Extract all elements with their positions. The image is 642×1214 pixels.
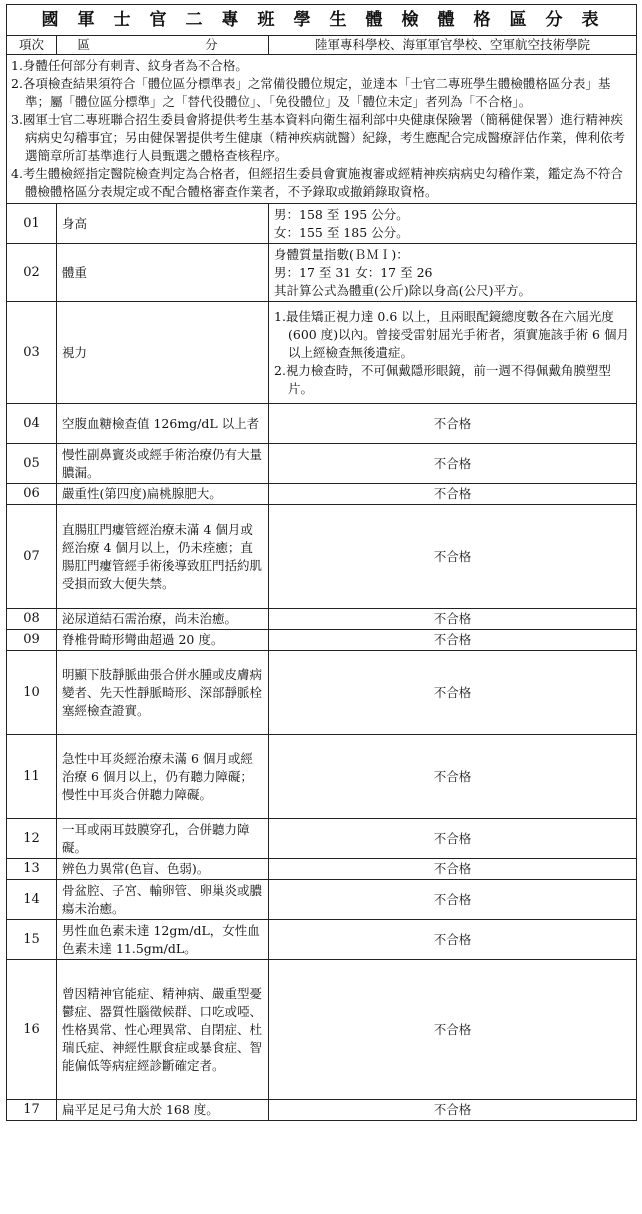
table-row bbox=[7, 302, 637, 404]
row-item: 嚴重性(第四度)扁桃腺肥大。 bbox=[57, 484, 269, 505]
note-1: 1.身體任何部分有刺青、紋身者為不合格。 bbox=[11, 58, 248, 73]
row-result: 不合格 bbox=[269, 1100, 637, 1121]
row-result: 不合格 bbox=[269, 630, 637, 651]
result-line: 女：155 至 185 公分。 bbox=[274, 224, 409, 240]
row-number: 17 bbox=[7, 1100, 57, 1121]
row-result: 不合格 bbox=[269, 444, 637, 484]
result-line: 其計算公式為體重(公斤)除以身高(公尺)平方。 bbox=[274, 282, 532, 298]
row-item: 空腹血糖檢查值 126mg/dL 以上者 bbox=[57, 404, 269, 444]
title-row bbox=[7, 5, 637, 36]
table-row bbox=[7, 1100, 637, 1121]
table-row bbox=[7, 735, 637, 819]
row-item: 明顯下肢靜脈曲張合併水腫或皮膚病變者、先天性靜脈畸形、深部靜脈栓塞經檢查證實。 bbox=[57, 651, 269, 735]
row-item: 急性中耳炎經治療未滿 6 個月或經治療 6 個月以上，仍有聽力障礙；慢性中耳炎合併聽力障礙。 bbox=[57, 735, 269, 819]
table-row bbox=[7, 204, 637, 244]
row-number: 02 bbox=[7, 244, 57, 302]
note-3: 3.國軍士官二專班聯合招生委員會將提供考生基本資料向衛生福利部中央健康保險署（簡稱健保署）進行精神疾病病史勾稽事宜；另由健保署提供考生健康（精神疾病就醫）紀錄，考生應配合完成醫療評估作業，俾利依考選簡章所訂基準進行人員甄選之體格查核程序。 bbox=[11, 112, 626, 163]
table-row bbox=[7, 651, 637, 735]
table-row bbox=[7, 444, 637, 484]
table-row bbox=[7, 630, 637, 651]
row-item: 體重 bbox=[57, 244, 269, 302]
table-row bbox=[7, 859, 637, 880]
row-result: 不合格 bbox=[269, 920, 637, 960]
row-item: 身高 bbox=[57, 204, 269, 244]
header-row bbox=[7, 36, 637, 55]
note-2: 2.各項檢查結果須符合「體位區分標準表」之常備役體位規定，並達本「士官二專班學生體檢體格區分表」基準；屬「體位區分標準」之「替代役體位」、「免役體位」及「體位未定」者列為「不合格」。 bbox=[11, 76, 611, 109]
row-item: 男性血色素未達 12gm/dL，女性血色素未達 11.5gm/dL。 bbox=[57, 920, 269, 960]
table-row bbox=[7, 920, 637, 960]
row-item: 扁平足足弓角大於 168 度。 bbox=[57, 1100, 269, 1121]
row-result: 不合格 bbox=[269, 651, 637, 735]
row-result: 不合格 bbox=[269, 735, 637, 819]
physical-exam-table bbox=[6, 4, 637, 1121]
row-number: 01 bbox=[7, 204, 57, 244]
result-line: 男：17 至 31 女：17 至 26 bbox=[274, 264, 433, 280]
row-result bbox=[269, 302, 637, 404]
row-result: 不合格 bbox=[269, 819, 637, 859]
page-title: 國軍士官二專班學生體檢體格區分表 bbox=[7, 5, 637, 36]
row-item: 曾因精神官能症、精神病、嚴重型憂鬱症、器質性腦徵候群、口吃或啞、性格異常、性心理異常、自閉症、杜瑞氏症、神經性厭食症或暴食症、智能偏低等病症經診斷確定者。 bbox=[57, 960, 269, 1100]
row-item: 視力 bbox=[57, 302, 269, 404]
notes-row bbox=[7, 55, 637, 204]
row-result: 不合格 bbox=[269, 960, 637, 1100]
row-result: 不合格 bbox=[269, 859, 637, 880]
row-number: 03 bbox=[7, 302, 57, 404]
header-number: 項次 bbox=[7, 36, 57, 55]
row-number: 10 bbox=[7, 651, 57, 735]
row-number: 15 bbox=[7, 920, 57, 960]
result-line: 1.最佳矯正視力達 0.6 以上，且兩眼配鏡總度數各在六屆光度(600 度)以內。曾接受雷射屈光手術者，須實施該手術 6 個月以上經檢查無後遺症。 bbox=[274, 308, 629, 360]
row-item: 直腸肛門瘻管經治療未滿 4 個月或經治療 4 個月以上，仍未痊癒；直腸肛門瘻管經手術後導致肛門括約肌受損而致大便失禁。 bbox=[57, 505, 269, 609]
row-number: 16 bbox=[7, 960, 57, 1100]
row-number: 09 bbox=[7, 630, 57, 651]
row-number: 08 bbox=[7, 609, 57, 630]
row-item: 慢性副鼻竇炎或經手術治療仍有大量膿漏。 bbox=[57, 444, 269, 484]
result-line: 身體質量指數(ＢＭＩ)： bbox=[274, 246, 409, 262]
table-row bbox=[7, 484, 637, 505]
note-4: 4.考生體檢經指定醫院檢查判定為合格者，但經招生委員會實施複審或經精神疾病病史勾稽作業，鑑定為不符合體檢體格區分表規定或不配合體格審查作業者，不予錄取或撤銷錄取資格。 bbox=[11, 166, 623, 199]
physical-exam-table-page bbox=[6, 4, 636, 1121]
row-result bbox=[269, 204, 637, 244]
row-result bbox=[269, 244, 637, 302]
table-row bbox=[7, 960, 637, 1100]
row-number: 13 bbox=[7, 859, 57, 880]
row-item: 一耳或兩耳鼓膜穿孔，合併聽力障礙。 bbox=[57, 819, 269, 859]
row-number: 04 bbox=[7, 404, 57, 444]
row-result: 不合格 bbox=[269, 484, 637, 505]
table-row bbox=[7, 819, 637, 859]
table-row bbox=[7, 244, 637, 302]
result-line: 男：158 至 195 公分。 bbox=[274, 206, 409, 222]
header-category: 區 分 bbox=[57, 36, 269, 55]
row-number: 06 bbox=[7, 484, 57, 505]
row-item: 骨盆腔、子宮、輸卵管、卵巢炎或膿瘍未治癒。 bbox=[57, 880, 269, 920]
header-schools: 陸軍專科學校、海軍軍官學校、空軍航空技術學院 bbox=[269, 36, 637, 55]
row-item: 泌尿道結石需治療，尚未治癒。 bbox=[57, 609, 269, 630]
row-number: 12 bbox=[7, 819, 57, 859]
table-row bbox=[7, 609, 637, 630]
table-row bbox=[7, 505, 637, 609]
row-result: 不合格 bbox=[269, 505, 637, 609]
table-row bbox=[7, 880, 637, 920]
row-item: 脊椎骨畸形彎曲超過 20 度。 bbox=[57, 630, 269, 651]
table-row bbox=[7, 404, 637, 444]
row-number: 07 bbox=[7, 505, 57, 609]
notes-cell bbox=[7, 55, 637, 204]
row-number: 05 bbox=[7, 444, 57, 484]
row-result: 不合格 bbox=[269, 880, 637, 920]
row-number: 11 bbox=[7, 735, 57, 819]
row-result: 不合格 bbox=[269, 404, 637, 444]
row-result: 不合格 bbox=[269, 609, 637, 630]
result-line: 2.視力檢查時，不可佩戴隱形眼鏡，前一週不得佩戴角膜塑型片。 bbox=[274, 362, 611, 396]
row-number: 14 bbox=[7, 880, 57, 920]
row-item: 辨色力異常(色盲、色弱)。 bbox=[57, 859, 269, 880]
